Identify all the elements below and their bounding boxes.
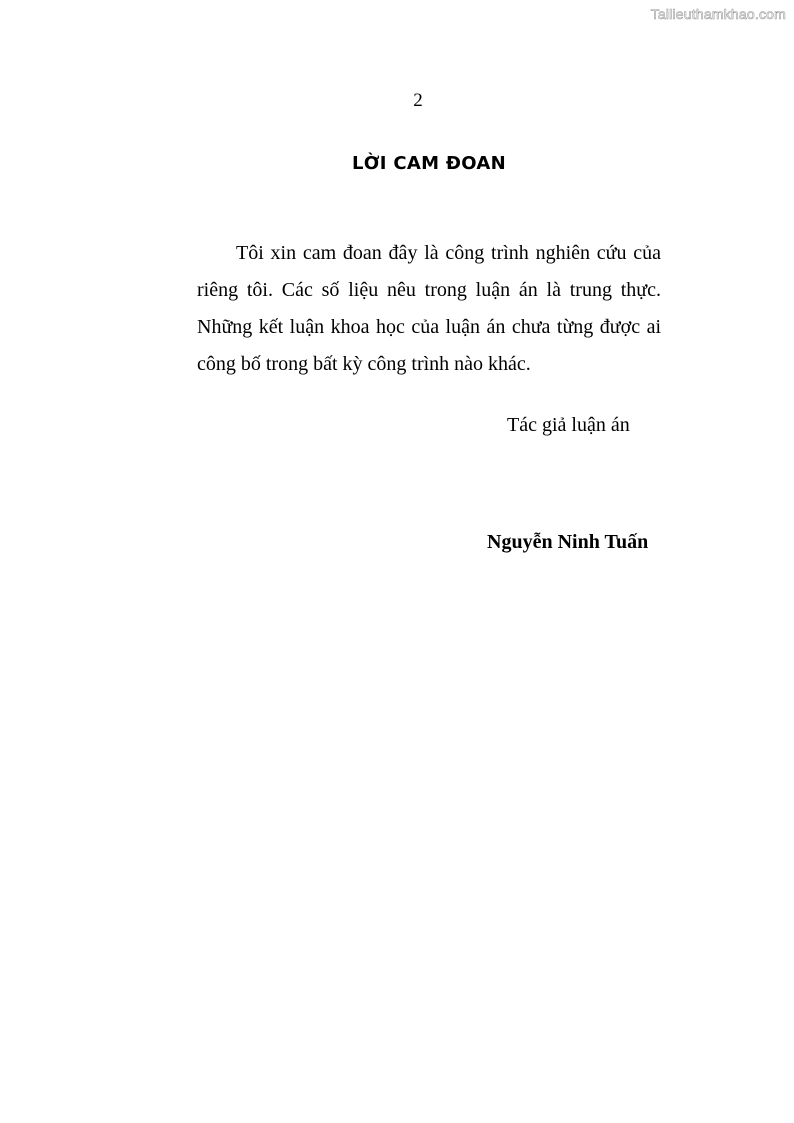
page-title: LỜI CAM ĐOAN [352,153,506,174]
signature-label: Tác giả luận án [507,414,630,436]
author-name: Nguyễn Ninh Tuấn [487,531,649,553]
watermark-text: Tailieuthamkhao.com [650,6,786,22]
declaration-paragraph: Tôi xin cam đoan đây là công trình nghiên cứu của riêng tôi. Các số liệu nêu trong luận án là trung thực. Những kết luận khoa học của luận án chưa từng được ai công bố trong bất kỳ công trình nào khác. [197,242,661,375]
page-number: 2 [413,90,423,111]
